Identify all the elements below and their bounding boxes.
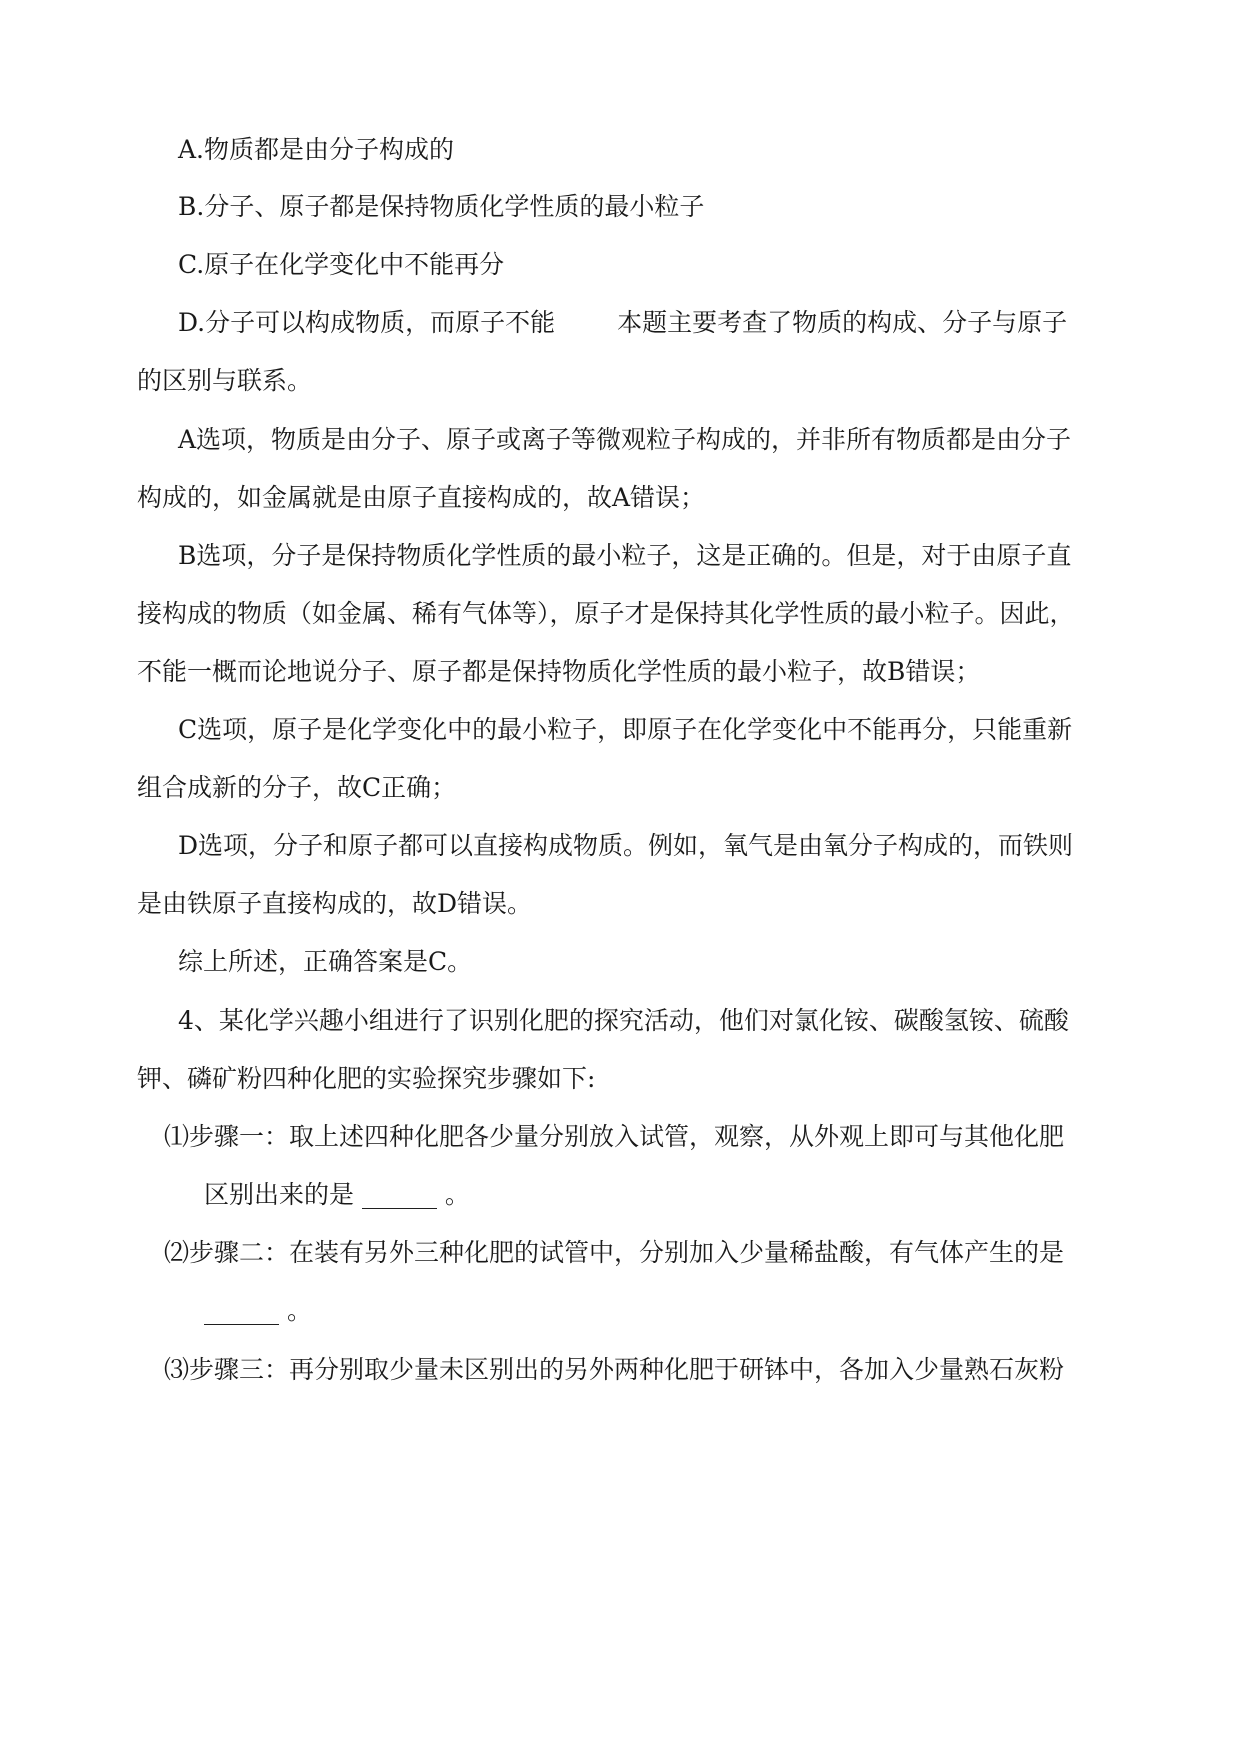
option-d-line: [178, 308, 1067, 338]
question4-step1-line-1: ⑴步骤一：取上述四种化肥各少量分别放入试管，观察，从外观上即可与其他化肥: [164, 1122, 1065, 1151]
analysis-d-line-2: 是由铁原子直接构成的，故D错误。: [137, 889, 533, 918]
analysis-c-line-2: 组合成新的分子，故C正确；: [137, 773, 457, 802]
analysis-c-line-1: C选项，原子是化学变化中的最小粒子，即原子在化学变化中不能再分，只能重新: [178, 715, 1073, 744]
step2-answer-blank[interactable]: ______: [204, 1296, 279, 1325]
analysis-conclusion: 综上所述，正确答案是C。: [178, 947, 473, 976]
option-a: A.物质都是由分子构成的: [178, 135, 455, 164]
analysis-d-line-1: D选项，分子和原子都可以直接构成物质。例如，氧气是由氧分子构成的，而铁则: [178, 831, 1074, 860]
option-c: C.原子在化学变化中不能再分: [178, 250, 505, 279]
option-b: B.分子、原子都是保持物质化学性质的最小粒子: [178, 192, 705, 221]
question4-step2-line-1: ⑵步骤二：在装有另外三种化肥的试管中，分别加入少量稀盐酸，有气体产生的是: [164, 1238, 1065, 1267]
analysis-intro-cont: 的区别与联系。: [137, 366, 313, 395]
analysis-intro: 本题主要考查了物质的构成、分子与原子: [617, 308, 1068, 337]
option-d: D.分子可以构成物质，而原子不能: [178, 308, 556, 337]
question4-step1-line-2: [204, 1180, 470, 1210]
question4-stem-line-2: 钾、磷矿粉四种化肥的实验探究步骤如下:: [137, 1064, 596, 1093]
analysis-b-line-3: 不能一概而论地说分子、原子都是保持物质化学性质的最小粒子，故B错误；: [137, 657, 981, 686]
analysis-a-line-2: 构成的，如金属就是由原子直接构成的，故A错误；: [137, 483, 706, 512]
step1-prompt: 区别出来的是: [204, 1180, 355, 1209]
analysis-a-line-1: A选项，物质是由分子、原子或离子等微观粒子构成的，并非所有物质都是由分子: [178, 425, 1072, 454]
step1-answer-blank[interactable]: ______: [361, 1180, 437, 1209]
analysis-b-line-2: 接构成的物质（如金属、稀有气体等），原子才是保持其化学性质的最小粒子。因此，: [137, 599, 1075, 628]
question4-step2-line-2: [204, 1296, 312, 1326]
step1-period: 。: [444, 1180, 470, 1209]
question4-step3-line-1: ⑶步骤三：再分别取少量未区别出的另外两种化肥于研钵中，各加入少量熟石灰粉: [164, 1355, 1065, 1384]
step2-period: 。: [286, 1296, 312, 1325]
question4-stem-line-1: 4、某化学兴趣小组进行了识别化肥的探究活动，他们对氯化铵、碳酸氢铵、硫酸: [178, 1006, 1069, 1035]
analysis-b-line-1: B选项，分子是保持物质化学性质的最小粒子，这是正确的。但是，对于由原子直: [178, 541, 1072, 570]
